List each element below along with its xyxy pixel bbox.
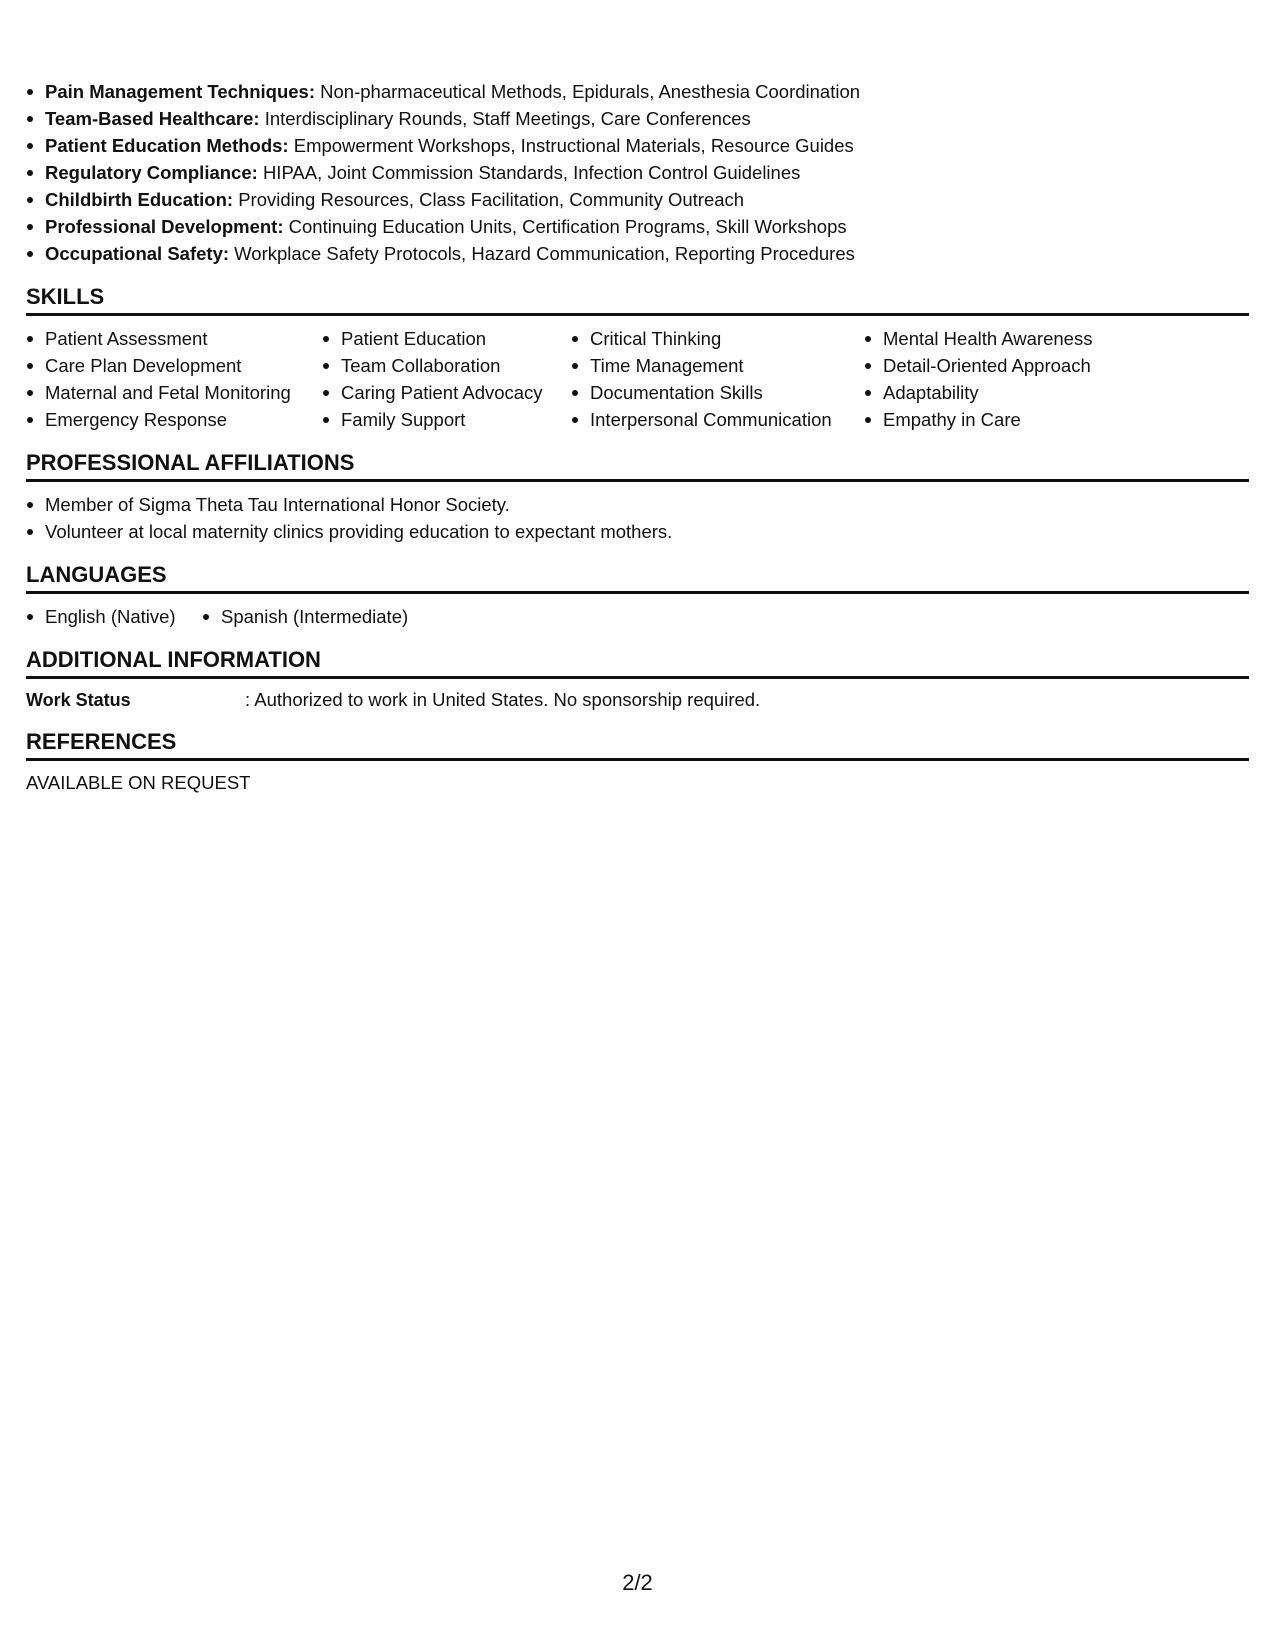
skills-column [571, 325, 864, 433]
item-label: Patient Education Methods: [45, 135, 289, 156]
list-item [26, 78, 1249, 105]
list-item [26, 186, 1249, 213]
language-item: English (Native) [26, 603, 202, 630]
item-label: Occupational Safety: [45, 243, 230, 264]
references-section [26, 730, 1249, 796]
work-status-row [26, 688, 1249, 712]
languages-list [26, 603, 1249, 630]
list-item: Member of Sigma Theta Tau International Honor Society. [26, 491, 1249, 518]
item-text: Providing Resources, Class Facilitation, Community Outreach [238, 189, 745, 210]
skill-item: Empathy in Care [864, 406, 1164, 433]
skill-item: Caring Patient Advocacy [322, 379, 571, 406]
skill-item: Documentation Skills [571, 379, 864, 406]
skill-item: Interpersonal Communication [571, 406, 864, 433]
skill-item: Emergency Response [26, 406, 322, 433]
list-item: Volunteer at local maternity clinics providing education to expectant mothers. [26, 518, 1249, 545]
language-item: Spanish (Intermediate) [202, 603, 408, 630]
skill-item: Team Collaboration [322, 352, 571, 379]
skills-section [26, 285, 1249, 433]
list-item [26, 105, 1249, 132]
list-item [26, 213, 1249, 240]
references-text: AVAILABLE ON REQUEST [26, 772, 251, 793]
list-item [26, 132, 1249, 159]
item-label: Childbirth Education: [45, 189, 234, 210]
item-label: Professional Development: [45, 216, 284, 237]
item-text: HIPAA, Joint Commission Standards, Infection Control Guidelines [262, 162, 801, 183]
list-item [26, 159, 1249, 186]
skill-item: Care Plan Development [26, 352, 322, 379]
additional-info-section [26, 648, 1249, 712]
work-status-label: Work Status [26, 690, 131, 710]
item-text: Workplace Safety Protocols, Hazard Communication, Reporting Procedures [234, 243, 855, 264]
skill-item: Detail-Oriented Approach [864, 352, 1164, 379]
skills-column [322, 325, 571, 433]
skill-item: Patient Education [322, 325, 571, 352]
skill-item: Family Support [322, 406, 571, 433]
item-text: Interdisciplinary Rounds, Staff Meetings, Care Conferences [264, 108, 751, 129]
work-status-value: : Authorized to work in United States. No sponsorship required. [245, 689, 761, 710]
section-heading: PROFESSIONAL AFFILIATIONS [26, 451, 1249, 482]
item-text: Empowerment Workshops, Instructional Materials, Resource Guides [293, 135, 854, 156]
item-label: Team-Based Healthcare: [45, 108, 260, 129]
skill-item: Mental Health Awareness [864, 325, 1164, 352]
skills-column [26, 325, 322, 433]
skill-item: Patient Assessment [26, 325, 322, 352]
languages-section [26, 563, 1249, 630]
skills-column [864, 325, 1164, 433]
affiliations-section [26, 451, 1249, 545]
skill-item: Adaptability [864, 379, 1164, 406]
section-heading: ADDITIONAL INFORMATION [26, 648, 1249, 679]
item-label: Regulatory Compliance: [45, 162, 258, 183]
skill-item: Time Management [571, 352, 864, 379]
skill-item: Critical Thinking [571, 325, 864, 352]
competencies-list [26, 78, 1249, 267]
item-label: Pain Management Techniques: [45, 81, 316, 102]
affiliations-list [26, 491, 1249, 545]
skill-item: Maternal and Fetal Monitoring [26, 379, 322, 406]
section-heading: SKILLS [26, 285, 1249, 316]
page-number: 2/2 [622, 1570, 653, 1595]
section-heading: LANGUAGES [26, 563, 1249, 594]
resume-page-2 [26, 78, 1249, 796]
item-text: Non-pharmaceutical Methods, Epidurals, Anesthesia Coordination [320, 81, 861, 102]
section-heading: REFERENCES [26, 730, 1249, 761]
item-text: Continuing Education Units, Certification Programs, Skill Workshops [288, 216, 847, 237]
skills-grid [26, 325, 1249, 433]
list-item [26, 240, 1249, 267]
